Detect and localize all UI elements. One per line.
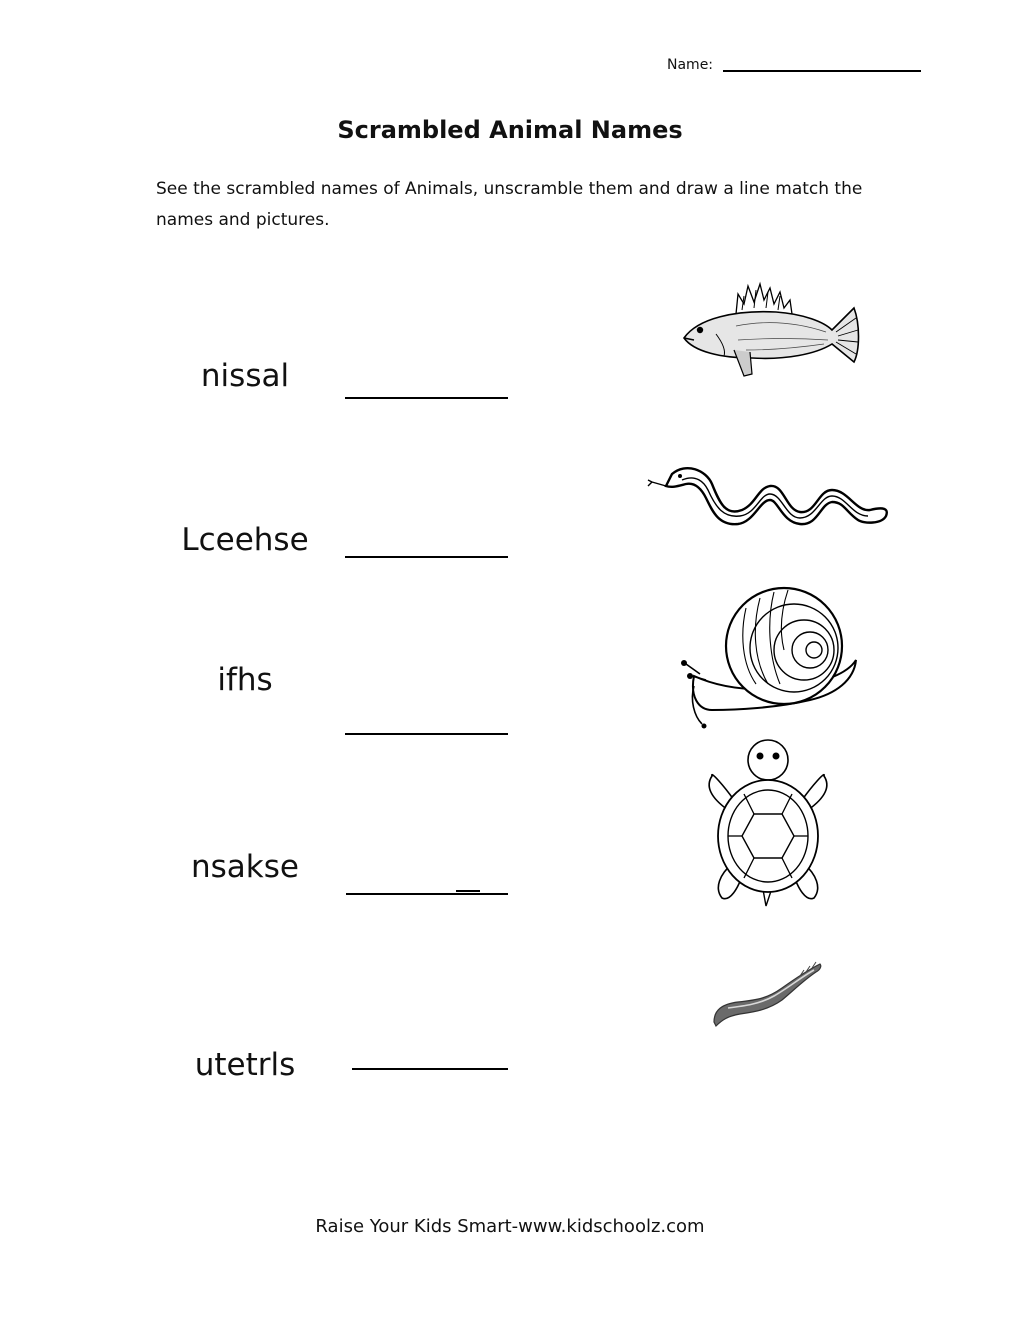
name-label: Name: xyxy=(667,57,714,73)
turtle-icon xyxy=(704,738,834,908)
scrambled-word-2: Lceehse xyxy=(181,522,309,558)
fish-icon xyxy=(676,280,862,380)
name-field-line[interactable] xyxy=(723,70,921,72)
scrambled-word-3: ifhs xyxy=(217,662,273,698)
answer-line-1[interactable] xyxy=(345,397,508,399)
instructions-text: See the scrambled names of Animals, unscramble them and draw a line match the names and pictures. xyxy=(156,179,863,230)
answer-line-2[interactable] xyxy=(345,556,508,558)
page-title: Scrambled Animal Names xyxy=(337,116,683,144)
answer-line-3[interactable] xyxy=(345,733,508,735)
answer-line-4-mark xyxy=(456,890,480,892)
worm-icon xyxy=(708,960,826,1030)
answer-line-5[interactable] xyxy=(352,1068,508,1070)
scrambled-word-1: nissal xyxy=(200,358,290,394)
snake-icon xyxy=(646,460,894,528)
snail-icon xyxy=(676,584,862,734)
scrambled-word-5: utetrls xyxy=(194,1047,296,1083)
answer-line-4[interactable] xyxy=(346,893,508,895)
footer-text: Raise Your Kids Smart-www.kidschoolz.com xyxy=(315,1216,705,1237)
scrambled-word-4: nsakse xyxy=(191,849,299,885)
